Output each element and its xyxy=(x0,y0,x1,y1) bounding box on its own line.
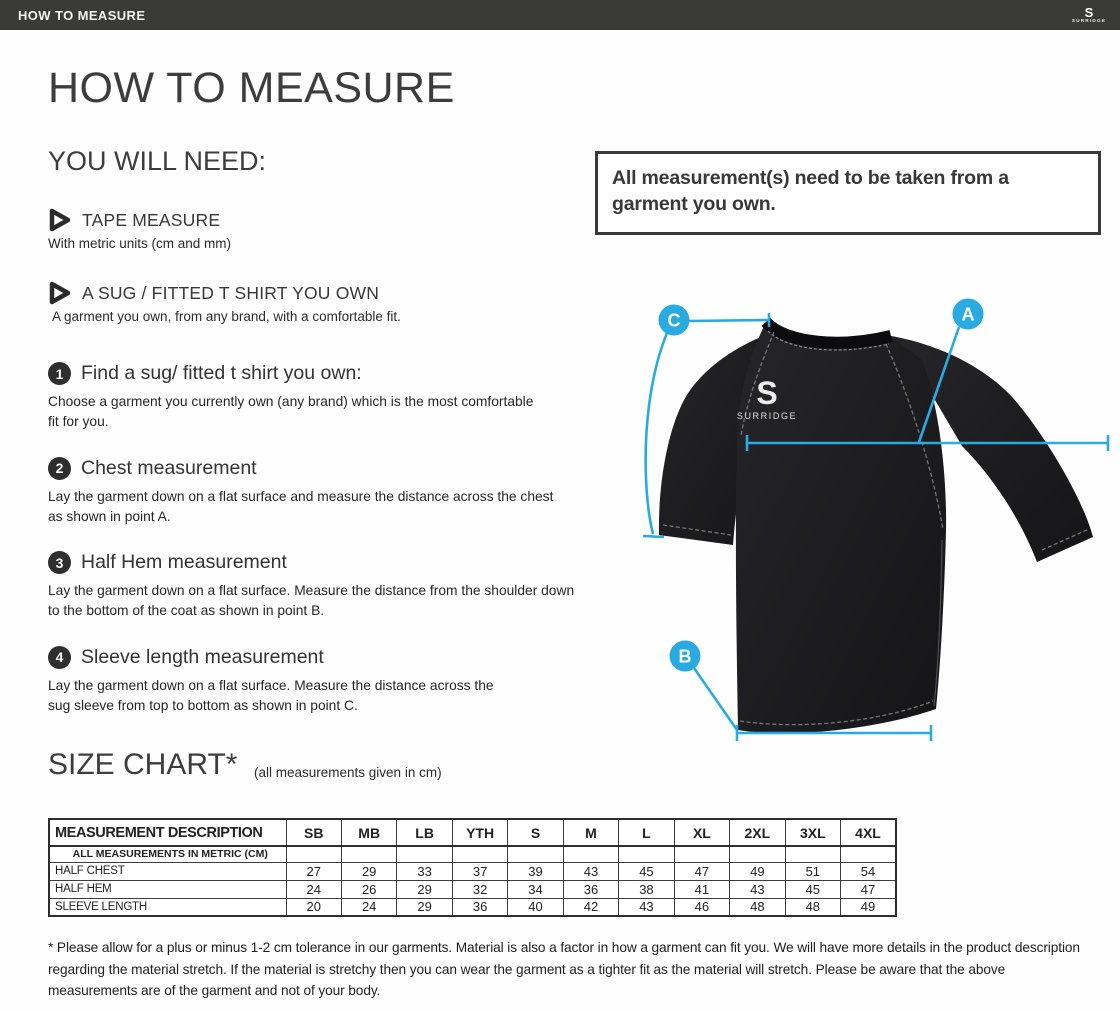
column-header: 3XL xyxy=(785,819,840,846)
value-cell: 45 xyxy=(785,880,840,898)
value-cell: 43 xyxy=(563,862,618,880)
page-title: HOW TO MEASURE xyxy=(48,64,455,112)
empty-cell xyxy=(841,846,896,862)
column-header: S xyxy=(508,819,563,846)
value-cell: 29 xyxy=(397,880,452,898)
you-will-need-heading: YOU WILL NEED: xyxy=(48,146,267,176)
value-cell: 24 xyxy=(286,880,341,898)
step-number-badge: 1 xyxy=(48,362,71,385)
shirt-collar xyxy=(766,322,891,343)
tolerance-disclaimer: * Please allow for a plus or minus 1-2 cm tolerance in our garments. Material is also a factor in how a garment can fit you. We will have more details in the product description regarding the material stretch. If the material is stretchy then you can wear the garment as a tighter fit as the material will stretch. Please be aware that the above measurements are of the garment and not of your body. xyxy=(48,940,1080,999)
step-desc: Lay the garment down on a flat surface and measure the distance across the chest as shown in point A. xyxy=(48,488,554,524)
value-cell: 32 xyxy=(452,880,507,898)
step-title: Sleeve length measurement xyxy=(81,645,324,668)
empty-cell xyxy=(619,846,674,862)
size-chart-header-row xyxy=(49,819,896,846)
step-title: Half Hem measurement xyxy=(81,551,287,574)
marker-b-label: B xyxy=(678,646,692,667)
value-cell: 33 xyxy=(397,862,452,880)
column-header: XL xyxy=(674,819,729,846)
row-label: SLEEVE LENGTH xyxy=(49,898,286,916)
column-header: MB xyxy=(341,819,396,846)
value-cell: 49 xyxy=(841,898,896,916)
need-item-tape-measure xyxy=(48,208,231,251)
need-item-label: TAPE MEASURE xyxy=(82,209,221,230)
value-cell: 34 xyxy=(508,880,563,898)
value-cell: 47 xyxy=(841,880,896,898)
empty-cell xyxy=(397,846,452,862)
triangle-bullet-icon xyxy=(48,208,72,232)
value-cell: 45 xyxy=(619,862,674,880)
column-header: SB xyxy=(286,819,341,846)
metric-note-cell: ALL MEASUREMENTS IN METRIC (CM) xyxy=(49,846,286,862)
value-cell: 48 xyxy=(730,898,785,916)
tshirt-measurement-diagram xyxy=(590,278,1120,790)
step-desc: Choose a garment you currently own (any brand) which is the most comfortable fit for you. xyxy=(48,394,534,430)
top-bar xyxy=(0,0,1120,30)
need-item-desc: With metric units (cm and mm) xyxy=(48,236,232,251)
table-row-sleeve-length xyxy=(49,898,896,916)
value-cell: 24 xyxy=(341,898,396,916)
step-desc: Lay the garment down on a flat surface. Measure the distance from the shoulder down to the bottom of the coat as shown in point B. xyxy=(48,583,575,619)
value-cell: 40 xyxy=(508,898,563,916)
empty-cell xyxy=(785,846,840,862)
value-cell: 54 xyxy=(841,862,896,880)
step-1 xyxy=(48,362,588,433)
need-item-label: A SUG / FITTED T SHIRT YOU OWN xyxy=(82,282,380,303)
value-cell: 37 xyxy=(452,862,507,880)
value-cell: 47 xyxy=(674,862,729,880)
value-cell: 29 xyxy=(341,862,396,880)
size-chart-subheading: (all measurements given in cm) xyxy=(254,765,442,780)
surridge-s-icon: S xyxy=(1084,4,1094,20)
size-chart-table xyxy=(48,818,897,917)
shirt-logo-mark: S xyxy=(756,375,778,411)
column-header: L xyxy=(619,819,674,846)
triangle-bullet-icon xyxy=(48,281,72,305)
surridge-logo-text: SURRIDGE xyxy=(1071,18,1106,24)
need-item-desc: A garment you own, from any brand, with a comfortable fit. xyxy=(52,309,401,324)
shirt-logo-text: SURRIDGE xyxy=(736,411,798,421)
step-number-badge: 2 xyxy=(48,457,71,480)
value-cell: 39 xyxy=(508,862,563,880)
measurement-note-text: All measurement(s) need to be taken from a garment you own. xyxy=(612,167,1009,216)
value-cell: 27 xyxy=(286,862,341,880)
column-header: 2XL xyxy=(730,819,785,846)
value-cell: 51 xyxy=(785,862,840,880)
marker-a-label: A xyxy=(961,304,975,325)
step-title: Find a sug/ fitted t shirt you own: xyxy=(81,362,362,384)
step-number-badge: 3 xyxy=(48,551,71,574)
column-header: MEASUREMENT DESCRIPTION xyxy=(49,819,286,846)
value-cell: 26 xyxy=(341,880,396,898)
value-cell: 42 xyxy=(563,898,618,916)
step-4 xyxy=(48,646,588,717)
column-header: YTH xyxy=(452,819,507,846)
value-cell: 36 xyxy=(563,880,618,898)
value-cell: 46 xyxy=(674,898,729,916)
step-2 xyxy=(48,457,588,528)
measurement-note-box xyxy=(595,151,1101,235)
table-row-half-chest xyxy=(49,862,896,880)
empty-cell xyxy=(730,846,785,862)
row-label: HALF HEM xyxy=(49,880,286,898)
value-cell: 43 xyxy=(730,880,785,898)
value-cell: 20 xyxy=(286,898,341,916)
column-header: M xyxy=(563,819,618,846)
empty-cell xyxy=(508,846,563,862)
step-desc: Lay the garment down on a flat surface. Measure the distance across the sug sleeve from top to bottom as shown in point C. xyxy=(48,677,494,713)
value-cell: 49 xyxy=(730,862,785,880)
empty-cell xyxy=(341,846,396,862)
empty-cell xyxy=(452,846,507,862)
surridge-logo xyxy=(1072,6,1112,25)
steps-list xyxy=(48,362,588,740)
value-cell: 38 xyxy=(619,880,674,898)
value-cell: 36 xyxy=(452,898,507,916)
value-cell: 43 xyxy=(619,898,674,916)
metric-note-row xyxy=(49,846,896,862)
table-row-half-hem xyxy=(49,880,896,898)
row-label: HALF CHEST xyxy=(49,862,286,880)
step-title: Chest measurement xyxy=(81,456,257,479)
column-header: LB xyxy=(397,819,452,846)
column-header: 4XL xyxy=(841,819,896,846)
need-item-fitted-tshirt xyxy=(48,281,401,324)
marker-c-label: C xyxy=(667,310,681,331)
top-bar-title: HOW TO MEASURE xyxy=(18,7,146,23)
value-cell: 41 xyxy=(674,880,729,898)
empty-cell xyxy=(286,846,341,862)
empty-cell xyxy=(563,846,618,862)
step-3 xyxy=(48,551,588,622)
empty-cell xyxy=(674,846,729,862)
value-cell: 48 xyxy=(785,898,840,916)
value-cell: 29 xyxy=(397,898,452,916)
step-number-badge: 4 xyxy=(48,646,71,669)
size-chart-heading: SIZE CHART* xyxy=(48,748,238,781)
